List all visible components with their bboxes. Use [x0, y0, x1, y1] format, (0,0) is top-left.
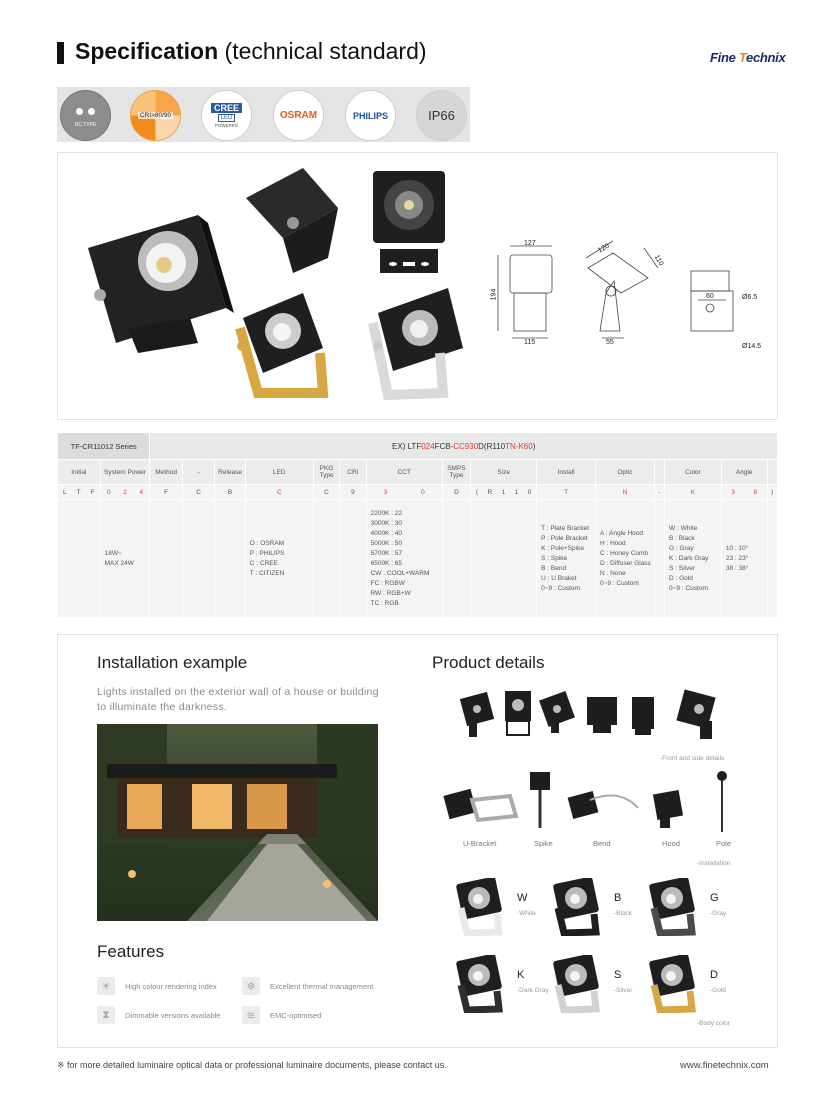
philips-badge: PHILIPS [345, 90, 396, 141]
code-letter: B [227, 488, 233, 496]
color-variant [648, 955, 726, 1017]
cri-badge: CRI>80/90 [130, 90, 181, 141]
code-header-cell: Install [537, 460, 596, 485]
code-letter: T [564, 488, 569, 496]
footer-url[interactable]: www.finetechnix.com [680, 1060, 769, 1071]
code-letter: 2 [123, 488, 127, 496]
dim-front-base: 115 [524, 339, 536, 346]
color-variant-image [648, 955, 703, 1013]
dim-side-top: 120 [597, 242, 611, 255]
code-letter: 4 [139, 488, 144, 496]
body-color-caption: -Body color [697, 1020, 730, 1027]
page-title: Specification (technical standard) [75, 38, 427, 64]
code-header-cell: PKG Type [313, 460, 339, 485]
silver-light-image [373, 288, 463, 395]
color-letter: G [710, 892, 719, 904]
code-letter: C [324, 488, 329, 496]
dim-hole-large: Ø14.5 [742, 343, 762, 350]
code-header-cell: CCT [366, 460, 442, 485]
code-letter-cell [442, 485, 470, 500]
code-letter: ) [771, 488, 774, 496]
brand-logo: Fine Technix [710, 50, 786, 65]
technical-drawing-side [586, 241, 658, 338]
color-name: -White [517, 910, 536, 917]
dc-type-badge: DC TYPE [60, 90, 111, 141]
installation-title: Installation example [97, 653, 248, 672]
code-letter: 3 [383, 488, 388, 496]
feature-item-emc: EMC-optimised [270, 1011, 322, 1020]
feature-item-thermal: Excellent thermal management [270, 982, 374, 991]
color-letter: B [614, 892, 622, 904]
code-header-cell: LED [245, 460, 313, 485]
code-header-cell [654, 460, 664, 485]
ip66-badge: IP66 [416, 90, 467, 141]
code-details-row [58, 500, 778, 618]
example-code-part: TN-K60 [505, 441, 533, 451]
technical-drawing-front [498, 246, 552, 338]
color-variant [455, 955, 549, 1017]
code-header-cell: Angle [721, 460, 767, 485]
code-letter: 3 [731, 488, 735, 496]
code-header-cell: - [182, 460, 214, 485]
product-renders [58, 153, 779, 421]
front-side-caption: -Front and side details [660, 755, 725, 762]
code-header-cell [767, 460, 777, 485]
color-name: -Gray [710, 910, 727, 917]
product-details-title: Product details [432, 653, 545, 672]
osram-badge: OSRAM [273, 90, 324, 141]
code-letter-cell [596, 485, 655, 500]
code-letter-cell [665, 485, 722, 500]
system-power-options: 18W~ MAX 24W [104, 549, 134, 567]
code-header-cell: Release [215, 460, 245, 485]
color-letter: D [710, 969, 718, 981]
code-header-cell: Method [150, 460, 182, 485]
code-letter-cell [313, 485, 339, 500]
code-letter: 1 [501, 488, 506, 496]
ordering-code-table [57, 432, 778, 618]
code-letter: F [164, 488, 169, 496]
rear-view-image [246, 168, 338, 273]
features-title: Features [97, 942, 165, 961]
feature-item-cri: High colour rendering index [125, 982, 217, 991]
code-letter-cell [150, 485, 182, 500]
dim-front-width: 127 [524, 240, 536, 247]
color-variant-image [648, 878, 703, 936]
example-code-part: 024 [421, 441, 435, 451]
code-letter: L [63, 488, 67, 496]
dim-side-base: 55 [606, 339, 614, 346]
code-letter: 8 [753, 488, 758, 496]
code-letter-cell [366, 485, 442, 500]
product-image-panel [57, 152, 778, 420]
color-variant-image [552, 878, 607, 936]
code-letter-cell [215, 485, 245, 500]
code-letter: R [487, 488, 493, 496]
code-letter: D [454, 488, 459, 496]
install-label-pole: Pole [716, 839, 732, 848]
install-label-spike: Spike [534, 839, 553, 848]
code-letter: 1 [514, 488, 519, 496]
code-header-cell: Initial [58, 460, 101, 485]
color-variant-image [552, 955, 607, 1013]
dim-front-height: 194 [490, 288, 498, 301]
dim-bracket-width: 60 [706, 293, 714, 300]
example-code-part: FCB- [434, 441, 454, 451]
code-letter-cell [767, 485, 777, 500]
example-code-part: D(R110 [478, 441, 506, 451]
color-variant [648, 878, 727, 940]
code-letters-row [58, 485, 778, 500]
install-label-hood: Hood [662, 839, 680, 848]
dim-hole-small: Ø6.5 [742, 294, 758, 301]
footer-note: ※ for more detailed luminaire optical data or professional luminaire documents, please contact us. [57, 1060, 447, 1070]
title-marker [57, 42, 64, 64]
installation-options-images [440, 768, 740, 838]
code-header-row [58, 460, 778, 485]
color-options: W : White B : Black G : Gray K : Dark Gray S : Silver D : Gold 0~9 : Custom [669, 524, 709, 592]
code-letter: ( [475, 488, 479, 496]
code-letter: C [196, 488, 201, 496]
code-letter-cell [100, 485, 150, 500]
color-letter: W [517, 892, 528, 904]
install-options: T : Plate Bracket P : Pole Bracket K : Pole+Spike S : Spike B : Bend U : U Braket 0~9 : Custom [541, 524, 590, 592]
code-header-cell: System Power [100, 460, 150, 485]
feature-item-dimmable: Dimmable versions available [125, 1011, 221, 1020]
installation-photo [97, 724, 378, 921]
gold-light-image [237, 293, 323, 393]
code-letter-cell [58, 485, 101, 500]
code-header-cell: CRI [340, 460, 366, 485]
code-header-cell: Size [471, 460, 537, 485]
code-letter-cell [721, 485, 767, 500]
color-variant-image [455, 955, 510, 1013]
optic-options: A : Angle Hood H : Hood C : Honey Comb D : Diffuser Glass N : None 0~9 : Custom [600, 529, 651, 587]
code-letter-cell [537, 485, 596, 500]
wave-icon: ≋ [242, 1006, 260, 1024]
dim-side-right: 110 [652, 253, 665, 268]
code-letter-cell [471, 485, 537, 500]
bulb-icon: ☀ [97, 977, 115, 995]
color-letter: S [614, 969, 622, 981]
color-name: -Gold [710, 987, 726, 994]
code-letter-cell [654, 485, 664, 500]
code-letter: C [276, 488, 282, 496]
color-name: -Black [614, 910, 633, 917]
example-code: EX) LTF024FCB-CC930D(R110TN-K60) [150, 433, 778, 460]
installation-description: Lights installed on the exterior wall of a house or building to illuminate the darkness. [97, 686, 379, 713]
color-variant [455, 878, 536, 940]
certification-badges [57, 87, 470, 142]
code-letter: N [622, 488, 628, 496]
angle-options: 10 : 10° 23 : 23° 38 : 38° [725, 544, 749, 572]
large-black-light-image [88, 215, 234, 353]
code-header-cell: Optic [596, 460, 655, 485]
code-letter-cell [340, 485, 366, 500]
code-header-cell: Color [665, 460, 722, 485]
example-code-part: CC930 [453, 441, 479, 451]
install-label-bend: Bend [593, 839, 611, 848]
code-letter: T [76, 488, 81, 496]
code-letter: F [90, 488, 95, 496]
code-header-cell: SMPS Type [442, 460, 470, 485]
code-letter: K [690, 488, 696, 496]
example-code-part: ) [532, 441, 536, 451]
series-name: TF-CR11012 Series [58, 433, 150, 460]
color-variant [552, 955, 633, 1017]
code-letter: 0 [527, 488, 532, 496]
code-letter-cell [245, 485, 313, 500]
cree-badge: CREE LED POWERED [201, 90, 252, 141]
code-letter-cell [182, 485, 214, 500]
thermal-icon: ❄ [242, 977, 260, 995]
code-letter: - [658, 488, 661, 496]
installation-caption: -Installation [697, 860, 731, 867]
technical-drawing-bracket [691, 271, 733, 331]
color-name: -Dark Gray [517, 987, 549, 994]
color-letter: K [517, 969, 525, 981]
install-label-u-bracket: U-Bracket [463, 839, 497, 848]
front-view-image [373, 171, 445, 273]
code-letter: 0 [421, 488, 425, 496]
hourglass-icon: ⧗ [97, 1006, 115, 1024]
color-variant-image [455, 878, 510, 936]
front-side-details-images [455, 685, 740, 745]
led-options: O : OSRAM P : PHILIPS C : CREE T : CITIZEN [249, 539, 285, 577]
code-letter: 0 [106, 488, 111, 496]
color-variant [552, 878, 633, 940]
cct-options: 2200K : 22 3000K : 30 4000K : 40 5000K : 50 5700K : 57 6500K : 65 CW : COOL+WARM FC : RGBW RW : RGB+W TC : RGB [370, 509, 430, 607]
code-letter: 9 [351, 488, 355, 496]
color-name: -Silver [614, 987, 633, 994]
